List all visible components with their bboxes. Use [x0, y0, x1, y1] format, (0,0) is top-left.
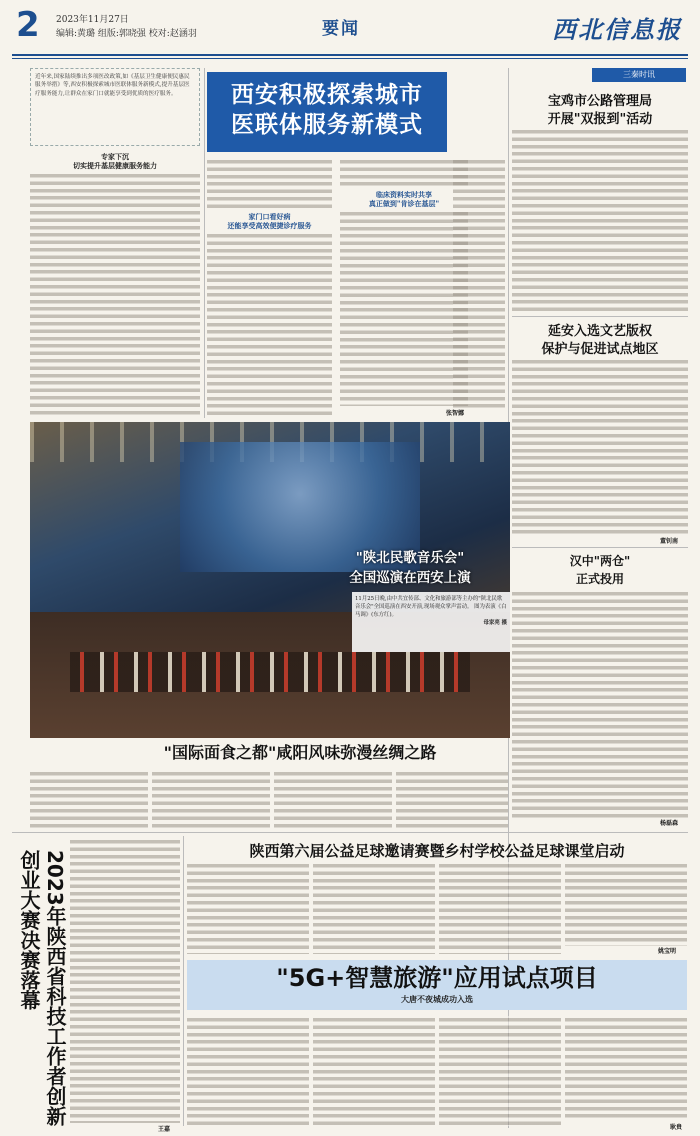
section-divider [12, 832, 688, 833]
page-number: 2 [16, 5, 40, 45]
tourism-subheadline: 大唐不夜城成功入选 [401, 995, 473, 1004]
story3-reporter: 杨磊森 [660, 820, 679, 827]
photo-title-line1: "陕北民歌音乐会" [355, 550, 465, 566]
photo-caption [352, 592, 510, 652]
main-story-reporter: 张智娜 [446, 410, 465, 417]
tourism-reporter: 耿贵 [670, 1124, 683, 1131]
tourism-col3 [439, 1016, 561, 1126]
story3-text [512, 590, 688, 818]
xianyang-col2 [152, 770, 270, 830]
football-col3 [439, 862, 561, 954]
intro-text: 近年来,国家陆续推出多项医改政策,如《基层卫生健康便民惠民服务举措》等,西安积极探索城市医联体服务新模式,提升基层医疗服务能力,让群众在家门口就能享受到优质的医疗服务。 [35, 74, 190, 97]
story2-title-line2: 保护与促进试点地区 [541, 342, 659, 357]
paper-name-logo: 西北信息报 [552, 15, 682, 44]
intro-box [30, 68, 200, 146]
photo-credit: 母家亮 摄 [483, 620, 507, 626]
story2-text [512, 358, 688, 536]
xianyang-col3 [274, 770, 392, 830]
story1-title-line2: 开展"双报到"活动 [547, 112, 653, 127]
issue-date: 2023年11月27日 [56, 15, 129, 25]
innovation-reporter: 王嘉 [158, 1126, 171, 1133]
photo-caption-text: 11月25日晚,由中共宜传部、文化和旅游部等主办的"陕北民歌音乐会"全国巡演在西安开演,现场观众掌声雷动。 图为表演《白马调》(东方红)。 [355, 596, 507, 618]
story1-title-line1: 宝鸡市公路管理局 [547, 94, 652, 109]
main-subhead-3: 临床资料实时共享 [376, 190, 432, 199]
column-divider [204, 68, 205, 418]
left-subhead-1: 专家下沉 [101, 152, 129, 161]
editor-credits: 编辑:黄璐 组版:郭晓强 校对:赵涵羽 [56, 29, 197, 39]
main-column2-text-b [340, 210, 468, 406]
header-divider [12, 58, 688, 59]
football-col1 [187, 862, 309, 954]
story-divider [512, 547, 688, 548]
story2-title-line1: 延安入选文艺版权 [547, 324, 652, 339]
main-subhead-4: 真正做到"肯诊在基层" [368, 199, 440, 208]
story3-title-line2: 正式投用 [575, 572, 624, 586]
football-col4 [565, 862, 687, 946]
tourism-col1 [187, 1016, 309, 1126]
main-column2-text-a [340, 158, 468, 188]
main-column1-text-a [207, 158, 332, 208]
news-brief-tag: 三秦时讯 [592, 68, 686, 82]
left-column-text [30, 172, 200, 417]
left-subhead-2: 切实提升基层健康服务能力 [73, 161, 157, 170]
xianyang-col4 [396, 770, 508, 830]
column-divider [183, 836, 184, 1126]
section-title: 要闻 [322, 19, 360, 39]
main-headline-line1: 西安积极探索城市 [231, 82, 423, 108]
tourism-col2 [313, 1016, 435, 1126]
main-headline-line2: 医联体服务新模式 [231, 112, 423, 138]
innovation-vertical-title: 2023年陕西省科技工作者创新创业大赛决赛落幕 [17, 850, 67, 1126]
xianyang-headline: "国际面食之都"咸阳风味弥漫丝绸之路 [163, 743, 437, 762]
main-column1-text-b [207, 232, 332, 418]
football-headline: 陕西第六届公益足球邀请赛暨乡村学校公益足球课堂启动 [249, 842, 625, 860]
football-col2 [313, 862, 435, 954]
football-reporter: 姚宝明 [658, 948, 677, 955]
xianyang-col1 [30, 770, 148, 830]
masthead [12, 6, 688, 56]
main-column3-text [453, 158, 505, 408]
main-subhead-1: 家门口看好病 [248, 212, 291, 221]
performers [70, 652, 470, 692]
story3-title-line1: 汉中"两仓" [569, 554, 631, 568]
tourism-headline: "5G+智慧旅游"应用试点项目 [276, 964, 598, 992]
innovation-text [70, 838, 180, 1123]
main-headline-banner [207, 72, 447, 152]
story2-reporter: 董钊南 [660, 538, 679, 545]
story-divider [512, 316, 688, 317]
story1-text [512, 128, 688, 313]
photo-title-line2: 全国巡演在西安上演 [349, 570, 471, 586]
tourism-headline-banner [187, 960, 687, 1010]
main-subhead-2: 还能享受高效便捷诊疗服务 [227, 221, 312, 230]
tourism-col4 [565, 1016, 687, 1120]
